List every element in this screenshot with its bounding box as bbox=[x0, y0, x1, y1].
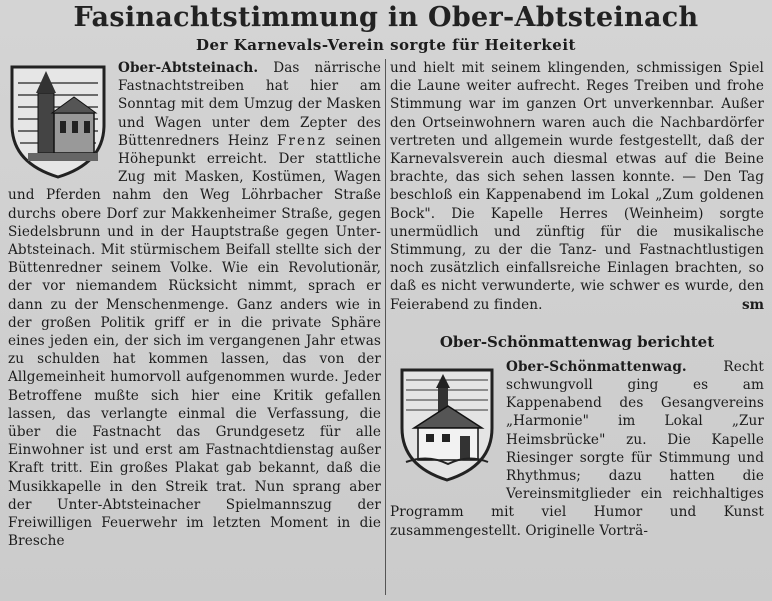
right-column bbox=[390, 59, 764, 540]
left-column bbox=[8, 59, 381, 550]
headline: Fasinachtstimmung in Ober-Abtsteinach bbox=[73, 2, 699, 33]
article1-signature: sm bbox=[741, 296, 764, 313]
article2-heading: Ober-Schönmattenwag berichtet bbox=[439, 332, 715, 351]
article1-body-right: und hielt mit seinem klingenden, schmissigen Spiel die Laune weiter aufrecht. Reges Treiben und frohe Stimmung war im ganzen Ort unverkennbar. Außer den Ortseinwohnern waren auch die Nachbardörfer vertreten und allgemein wurde festgestellt, daß der Karnevalsverein auch diesmal etwas auf die Beine brachte, das sich sehen lassen konnte. — Den Tag beschloß ein Kappenabend im Lokal „Zum goldenen Bock". Die Kapelle Herres (Weinheim) sorgte unermüdlich und zünftig für die musikalische Stimmung, zu der die Tanz- und Fastnachtlustigen noch zusätzlich einfallsreiche Einlagen brachten, so daß es nicht verwunderte, wie schwer es wurde, den Feierabend zu finden. bbox=[390, 60, 764, 313]
article2 bbox=[390, 358, 764, 540]
subheadline: Der Karnevals-Verein sorgte für Heiterkeit bbox=[196, 36, 576, 54]
column-divider bbox=[385, 59, 386, 595]
article1-dateline: Ober-Abtsteinach. bbox=[118, 60, 259, 76]
church-crest-icon bbox=[8, 63, 108, 181]
article-columns bbox=[8, 59, 764, 595]
article1-text-a: Das närrische Fastnachtstreiben hat hier am Sonntag mit dem Umzug der Masken und Wagen unter dem Zepter des Büttenredners Heinz bbox=[118, 60, 381, 149]
article1-text-b: seinen Höhepunkt erreicht. Der stattliche Zug mit Masken, Kostümen, Wagen und Pferden nahm den Weg Löhrbacher Straße durchs obere Dorf zur Makkenheimer Straße, gegen Siedelsbrunn und in der Hauptstraße gegen Unter-Abtsteinach. Mit stürmischem Beifall stellte sich der Büttenredner seinem Volke. Wie ein Revolutionär, der vor niemandem Rücksicht nimmt, sprach er dann zu der Menschenmenge. Ganz anders wie in der großen Politik griff er in die private Sphäre eines jeden ein, der sich im vergangenen Jahr etwas zu schulden hat kommen lassen, das von der Allgemeinheit humorvoll aufgenommen wurde. Jeder Betroffene mußte sich hier eine Kritik gefallen lassen, das verlangte einmal die Verfassung, die über die Fastnacht das Grundgesetz für alle Einwohner ist und erst am Fastnachtdienstag außer Kraft tritt. Ein großes Plakat gab bekannt, daß die Musikkapelle in den Streik trat. Nun sprang aber der Unter-Abtsteinacher Spielmannszug der Freiwilligen Feuerwehr im letzten Moment in die Bresche bbox=[8, 132, 382, 550]
article2-text: Recht schwungvoll ging es am Kappenabend des Gesangvereins „Harmonie" im Lokal „Zur Heimsbrücke" zu. Die Kapelle Riesinger sorgte für Stimmung und Rhythmus; dazu hatten die Vereinsmitglieder ein reichhaltiges Programm mit viel Humor und Kunst zusammengestellt. Originelle Vorträ- bbox=[390, 358, 764, 539]
article1-name: Frenz bbox=[277, 132, 327, 149]
article2-dateline: Ober-Schönmattenwag. bbox=[506, 358, 687, 375]
house-crest-icon bbox=[398, 366, 496, 484]
